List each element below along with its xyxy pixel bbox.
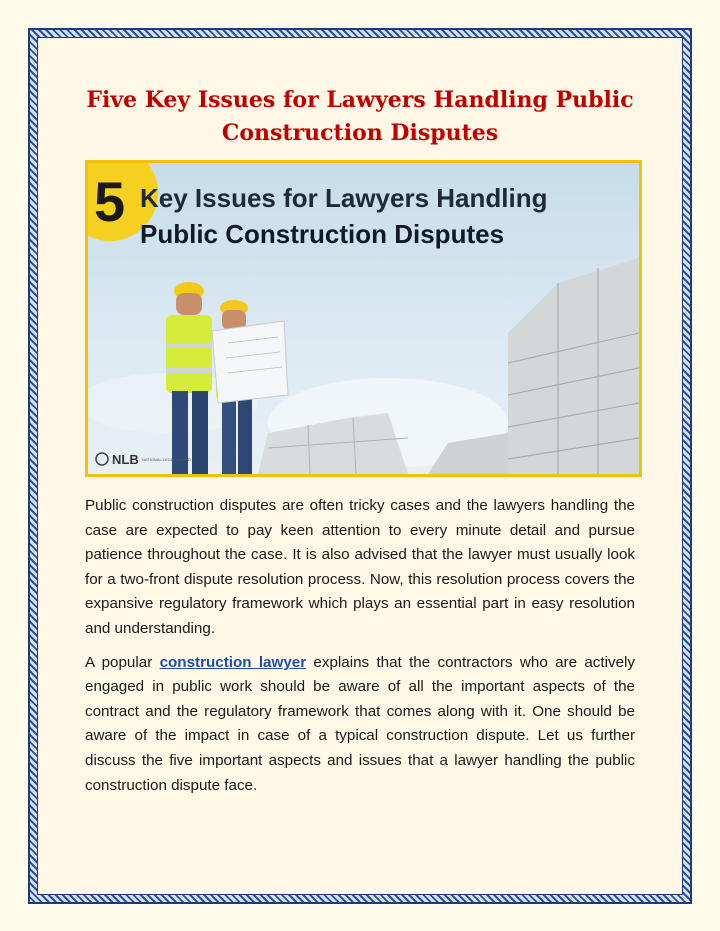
- article-body: [85, 494, 635, 807]
- paragraph-suffix: explains that the contractors who are actively engaged in public work should be aware of all the important aspects of the contract and the regulatory framework that comes along with it. One should be aware of the impact in case of a typical construction dispute. Let us further discuss the five important aspects and issues that a lawyer handling the public construction dispute face.: [85, 653, 635, 794]
- logo-subtext: NATIONAL LEGAL BOARD: [142, 457, 191, 462]
- construction-lawyer-link[interactable]: construction lawyer: [159, 653, 307, 671]
- blueprint: [212, 321, 288, 403]
- page-title: Five Key Issues for Lawyers Handling Public Construction Disputes: [86, 87, 634, 146]
- hero-headline-line1: Key Issues for Lawyers Handling: [140, 183, 548, 213]
- hero-headline-line2: Public Construction Disputes: [140, 219, 505, 249]
- paragraph-prefix: A popular: [85, 653, 160, 671]
- worker-left: [166, 282, 212, 474]
- hero-number: 5: [94, 170, 126, 233]
- paragraph-lawyer: [85, 651, 635, 799]
- logo-text: NLB: [112, 452, 139, 467]
- hero-image: [85, 160, 642, 477]
- hero-illustration: [88, 163, 639, 474]
- paragraph-intro: Public construction disputes are often tricky cases and the lawyers handling the case are expected to pay keen attention to every minute detail and pursue patience throughout the case. It is also advised that the lawyer must usually look for a two-front dispute resolution process. Now, this resolution process covers the expansive regulatory framework which plays an essential part in easy resolution and understanding.: [85, 497, 635, 637]
